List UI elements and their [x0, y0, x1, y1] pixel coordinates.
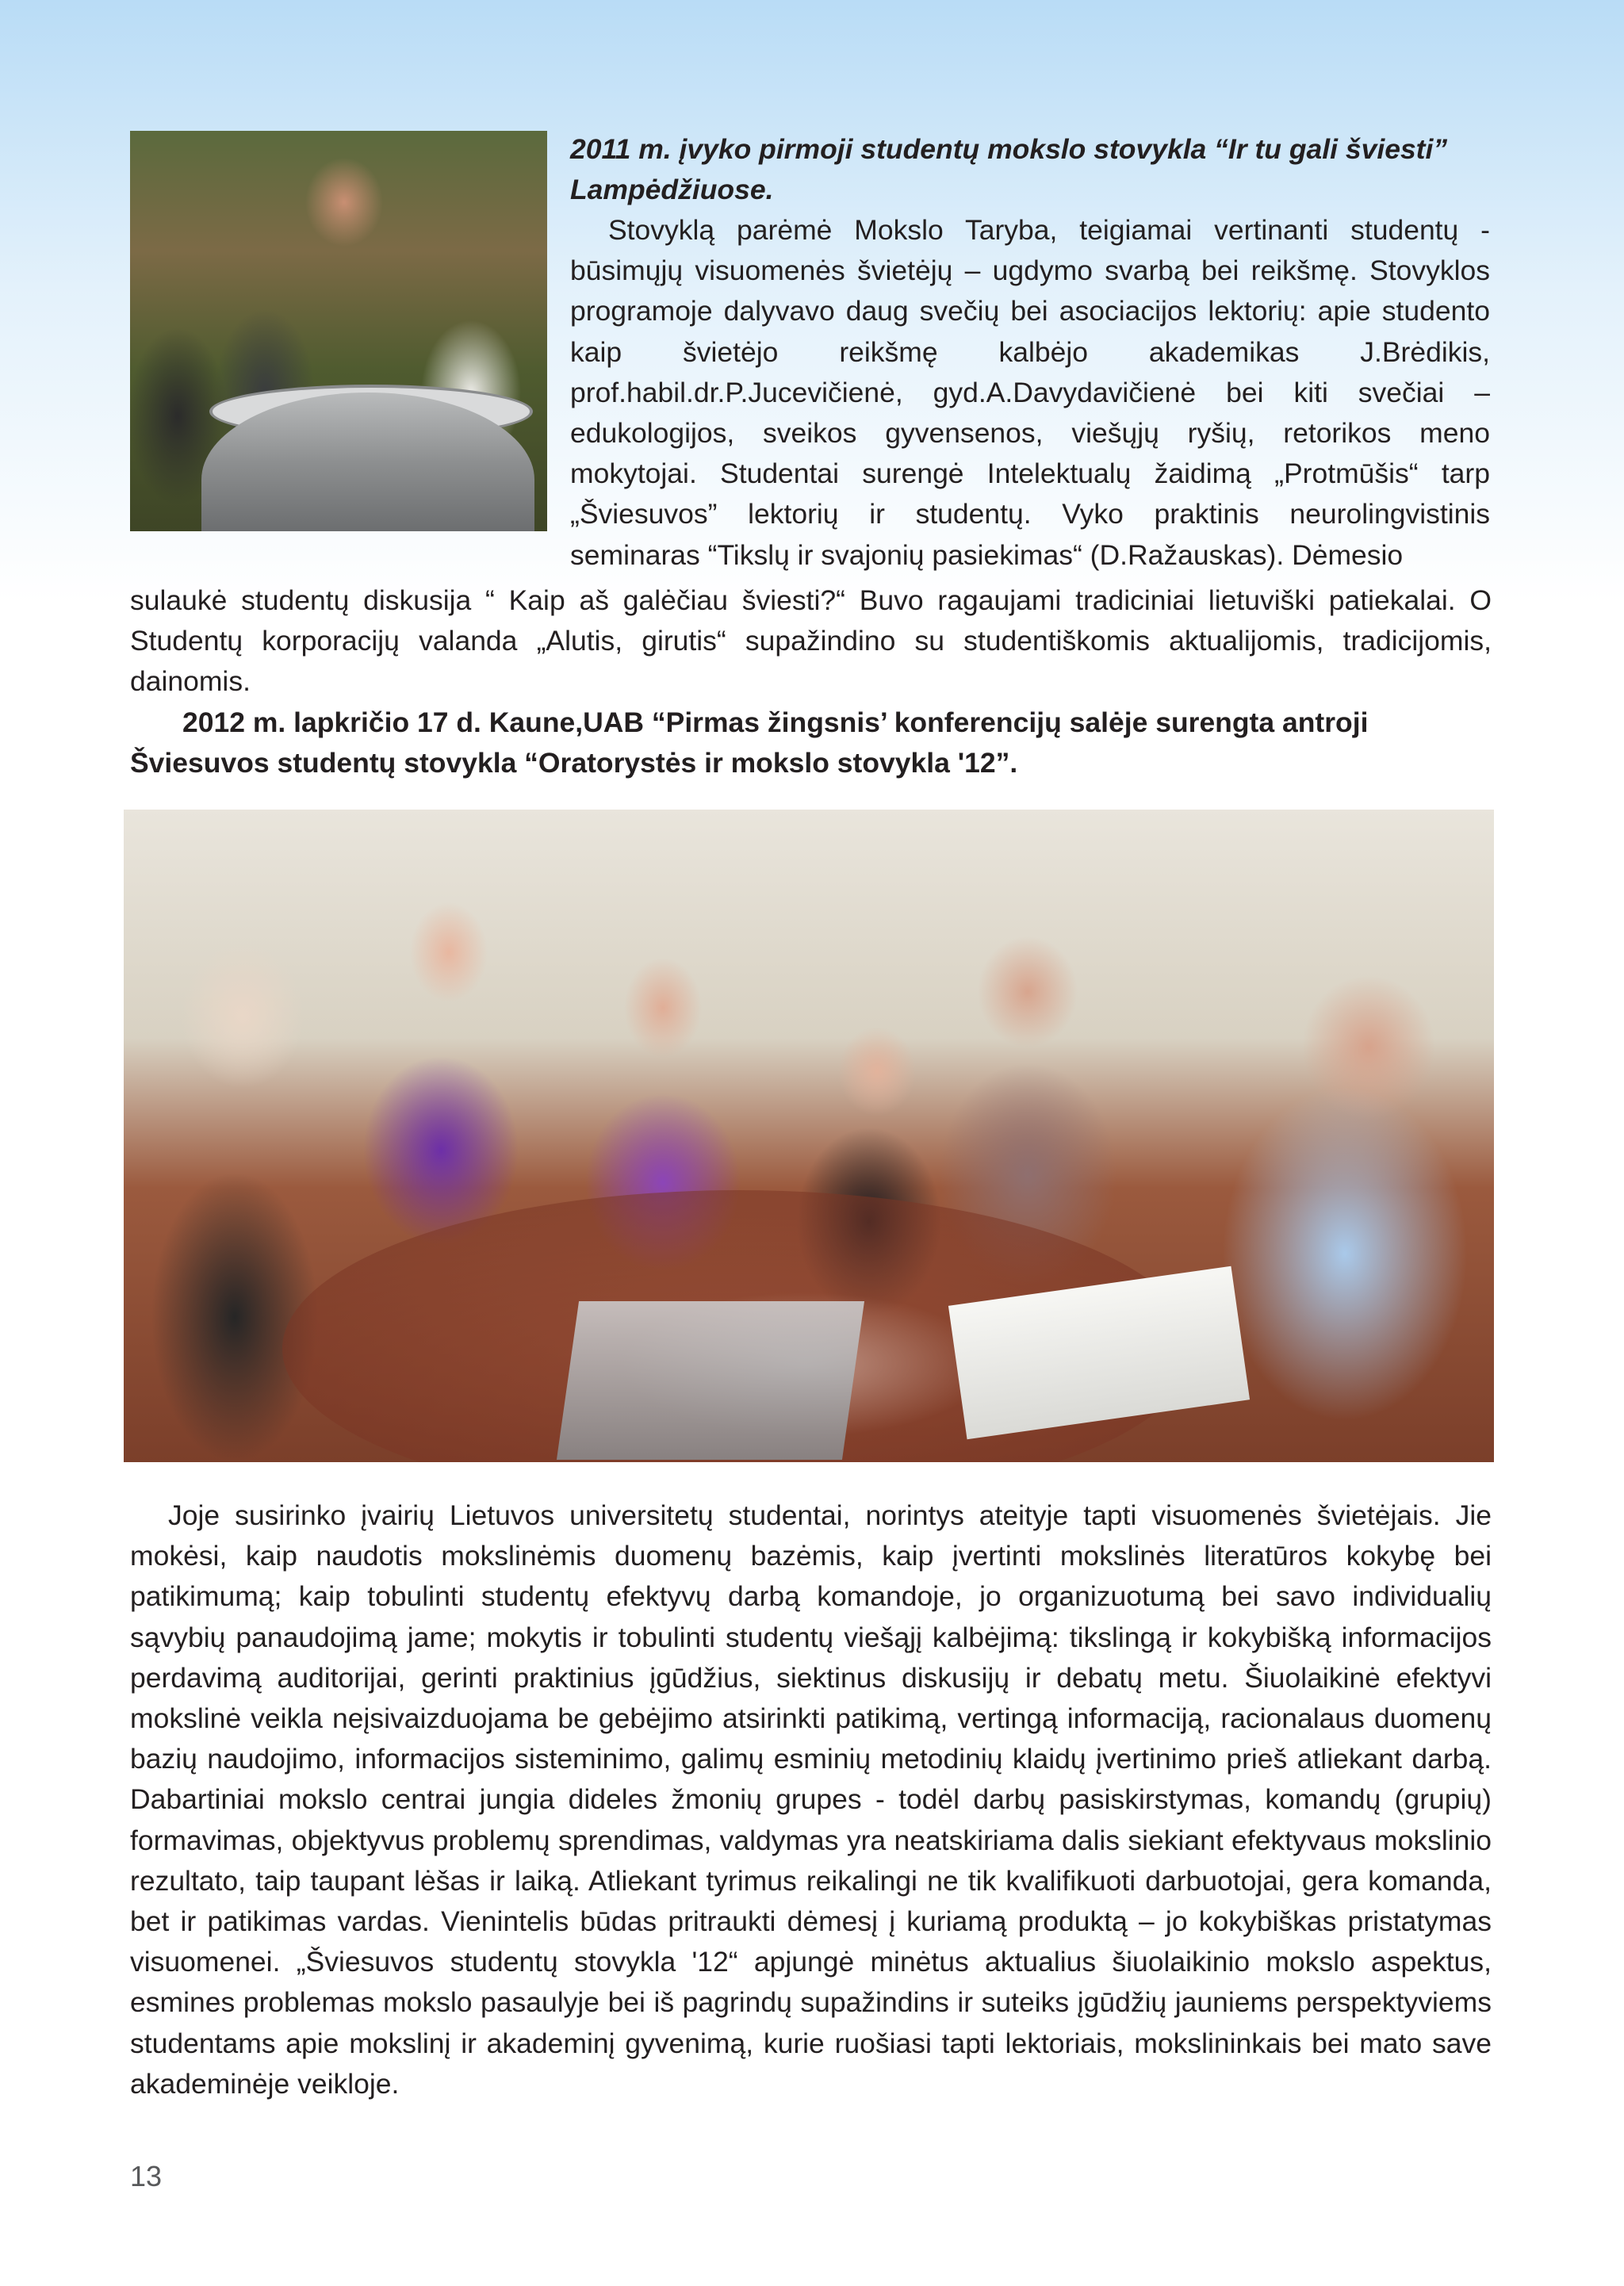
- intro-heading-line1: 2011 m. įvyko pirmoji studentų mokslo stovykla “Ir tu gali šviesti”: [570, 133, 1448, 165]
- conference-room-photo: [124, 810, 1494, 1462]
- body-paragraph: Joje susirinko įvairių Lietuvos universitetų studentai, norintys ateityje tapti visuomenės švietėjais. Jie mokėsi, kaip naudotis mokslinėmis duomenų bazėmis, kaip įvertinti mokslinės literatūros kokybę bei patikimumą; kaip tobulinti studentų efektyvų darbą komandoje, jo organizuotumą bei savo individualių sąvybių panaudojimą jame; mokytis ir tobulinti studentų viešąjį kalbėjimą: tikslingą ir kokybišką informacijos perdavimą auditorijai, gerinti praktinius įgūdžius, siektinus diskusijų ir debatų metu. Šiuolaikinė efektyvi mokslinė veikla neįsivaizduojama be gebėjimo atsirinkti patikimą, vertingą informaciją, racionalaus duomenų bazių naudojimo, informacijos sisteminimo, galimų esminių metodinių klaidų įvertinimo prieš atliekant darbą. Dabartiniai mokslo centrai jungia dideles žmonių grupes - todėl darbų pasiskirstymas, komandų (grupių) formavimas, objektyvus problemų sprendimas, valdymas yra neatskiriama dalis siekiant efektyvaus mokslinio rezultato, taip taupant lėšas ir laiką. Atliekant tyrimus reikalingi ne tik kvalifikuoti darbuotojai, gera komanda, bet ir patikimas vardas. Vienintelis būdas pritraukti dėmesį į kuriamą produktą – jo kokybiškas pristatymas visuomenei. „Šviesuvos studentų stovykla '12“ apjungė minėtus aktualius šiuolaikinio mokslo aspektus, esmines problemas mokslo pasaulyje bei iš pagrindų supažindins ir suteiks įgūdžių jauniems perspektyviems studentams apie mokslinį ir akademinį gyvenimą, kurie ruošiasi tapti lektoriais, mokslininkais bei mato save akademinėje veikloje.: [130, 1499, 1492, 2100]
- intro-heading-line2: Lampėdžiuose.: [570, 174, 774, 205]
- intro-section: [570, 129, 1490, 576]
- event-2012-heading-line2: Šviesuvos studentų stovykla “Oratorystės ir mokslo stovykla '12”.: [130, 747, 1018, 779]
- intro-paragraph: Stovyklą parėmė Mokslo Taryba, teigiamai vertinanti studentų - būsimųjų visuomenės švietėjų – ugdymo svarbą bei reikšmę. Stovyklos programoje dalyvavo daug svečių bei asociacijos lektorių: apie studento kaip švietėjo reikšmę kalbėjo akademikas J.Brėdikis, prof.habil.dr.P.Jucevičienė, gyd.A.Davydavičienė bei kiti svečiai – edukologijos, sveikos gyvensenos, viešųjų ryšių, retorikos meno mokytojai. Studentai surengė Intelektualų žaidimą „Protmūšis“ tarp „Šviesuvos” lektorių ir studentų. Vyko praktinis neurolingvistinis seminaras “Tikslų ir svajonių pasiekimas“ (D.Ražauskas). Dėmesio: [570, 214, 1490, 571]
- camp-cooking-photo: [130, 131, 547, 531]
- event-2012-heading: [130, 703, 1492, 783]
- intro-continuation: sulaukė studentų diskusija “ Kaip aš galėčiau šviesti?“ Buvo ragaujami tradiciniai lietuviški patiekalai. O Studentų korporacijų valanda „Alutis, girutis“ supažindino su studentiškomis aktualijomis, tradicijomis, dainomis.: [130, 584, 1492, 698]
- event-2012-heading-line1: 2012 m. lapkričio 17 d. Kaune,UAB “Pirmas žingsnis’ konferencijų salėje surengta antroji: [182, 706, 1369, 738]
- laptop: [557, 1301, 864, 1460]
- page-number: 13: [130, 2160, 163, 2192]
